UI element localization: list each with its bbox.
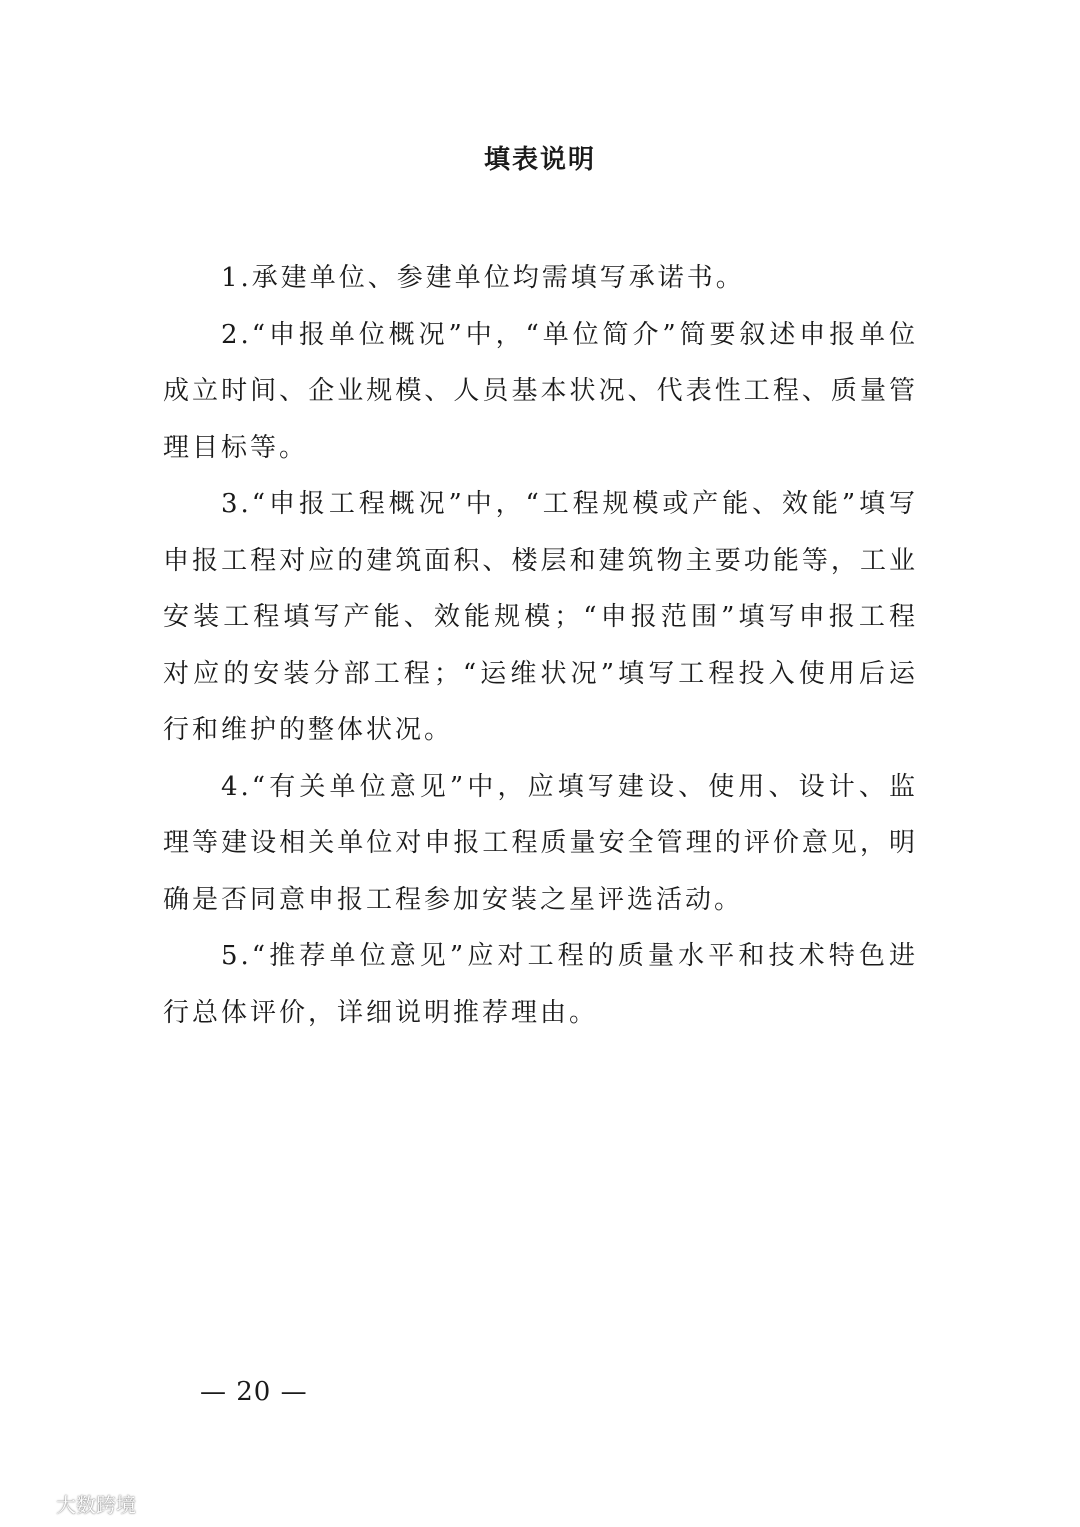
instruction-paragraph-3: 3.“申报工程概况”中，“工程规模或产能、效能”填写申报工程对应的建筑面积、楼层和建筑物主要功能等，工业安装工程填写产能、效能规模；“申报范围”填写申报工程对应的安装分部工程；“运维状况”填写工程投入使用后运行和维护的整体状况。 — [163, 489, 918, 745]
brand-logo-icon — [6, 1488, 50, 1518]
instruction-paragraph-2: 2.“申报单位概况”中，“单位简介”简要叙述申报单位成立时间、企业规模、人员基本状况、代表性工程、质量管理目标等。 — [163, 319, 918, 463]
instructions-body — [163, 250, 918, 1041]
instruction-paragraph-5: 5.“推荐单位意见”应对工程的质量水平和技术特色进行总体评价，详细说明推荐理由。 — [163, 941, 918, 1028]
instruction-paragraph-1: 1.承建单位、参建单位均需填写承诺书。 — [221, 263, 745, 293]
watermark — [6, 1486, 136, 1520]
instruction-paragraph-4: 4.“有关单位意见”中，应填写建设、使用、设计、监理等建设相关单位对申报工程质量安全管理的评价意见，明确是否同意申报工程参加安装之星评选活动。 — [163, 771, 918, 915]
page-title: 填表说明 — [483, 145, 596, 175]
page-number: — 20 — — [200, 1377, 308, 1407]
watermark-text: 大数跨境 — [56, 1492, 136, 1517]
